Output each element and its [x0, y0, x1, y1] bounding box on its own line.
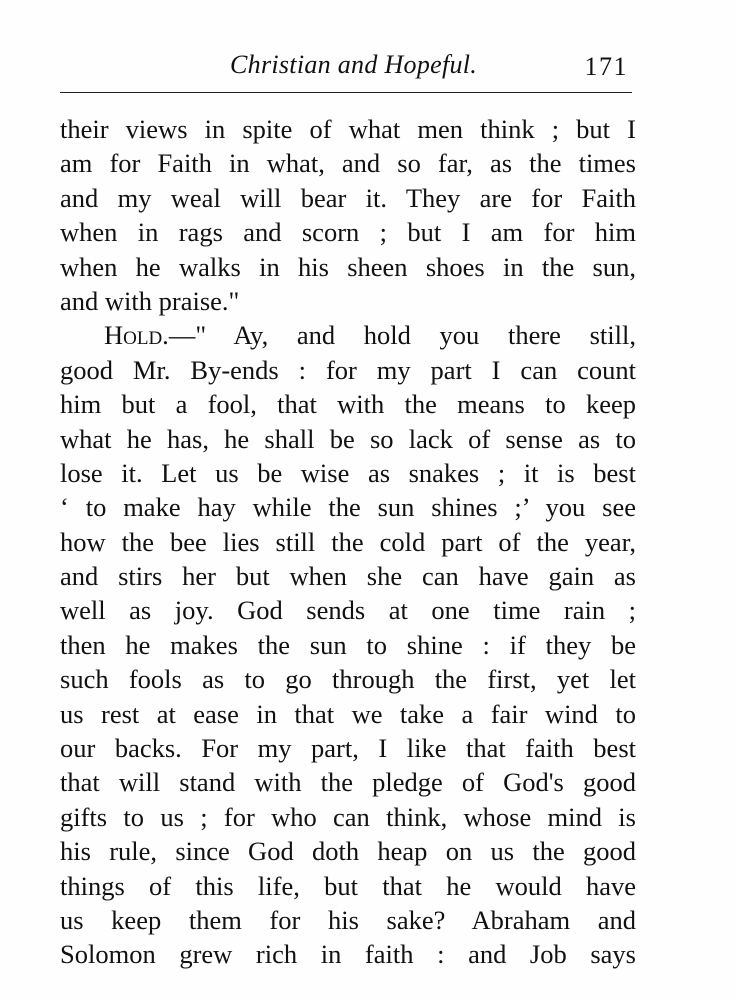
text-line: when he walks in his sheen shoes in the sun, — [60, 251, 636, 282]
text-line: that will stand with the pledge of God's good — [60, 767, 636, 798]
text-line: and with praise." — [60, 285, 240, 316]
text-line: when in rags and scorn ; but I am for him — [60, 217, 636, 248]
text-line: his rule, since God doth heap on us the good — [60, 836, 636, 867]
text-line: and my weal will bear it. They are for Faith — [60, 182, 636, 213]
text-line: their views in spite of what men think ; but I — [60, 114, 636, 144]
text-line: him but a fool, that with the means to keep — [60, 389, 636, 420]
paragraph — [60, 112, 636, 318]
text-line: then he makes the sun to shine : if they be — [60, 629, 636, 660]
text-line: gifts to us ; for who can think, whose mind is — [60, 801, 636, 832]
text-line: things of this life, but that he would have — [60, 870, 636, 901]
text-line: our backs. For my part, I like that faith best — [60, 733, 636, 764]
text-line: and stirs her but when she can have gain as — [60, 561, 636, 592]
text-line: am for Faith in what, and so far, as the times — [60, 148, 636, 179]
speaker-name: Hold. — [104, 320, 169, 351]
text-line: us keep them for his sake? Abraham and — [60, 904, 636, 935]
text-line — [60, 318, 636, 352]
body-text — [60, 112, 636, 972]
running-head: Christian and Hopeful. — [230, 50, 478, 79]
text-line: Solomon grew rich in faith : and Job says — [60, 939, 636, 970]
text-line: us rest at ease in that we take a fair wind to — [60, 698, 636, 729]
text-line: what he has, he shall be so lack of sense as to — [60, 423, 636, 454]
page-header — [60, 48, 632, 93]
text-line: such fools as to go through the first, yet let — [60, 664, 636, 695]
text-fragment: —" Ay, and hold you there still, — [168, 320, 636, 351]
text-line: lose it. Let us be wise as snakes ; it is best — [60, 457, 636, 488]
text-line: how the bee lies still the cold part of the year, — [60, 526, 636, 557]
page-number: 171 — [584, 52, 628, 81]
text-line: well as joy. God sends at one time rain ; — [60, 595, 636, 626]
text-line: ‘ to make hay while the sun shines ;’ you see — [60, 492, 636, 523]
text-line: good Mr. By-ends : for my part I can count — [60, 354, 636, 385]
paragraph — [60, 318, 636, 971]
